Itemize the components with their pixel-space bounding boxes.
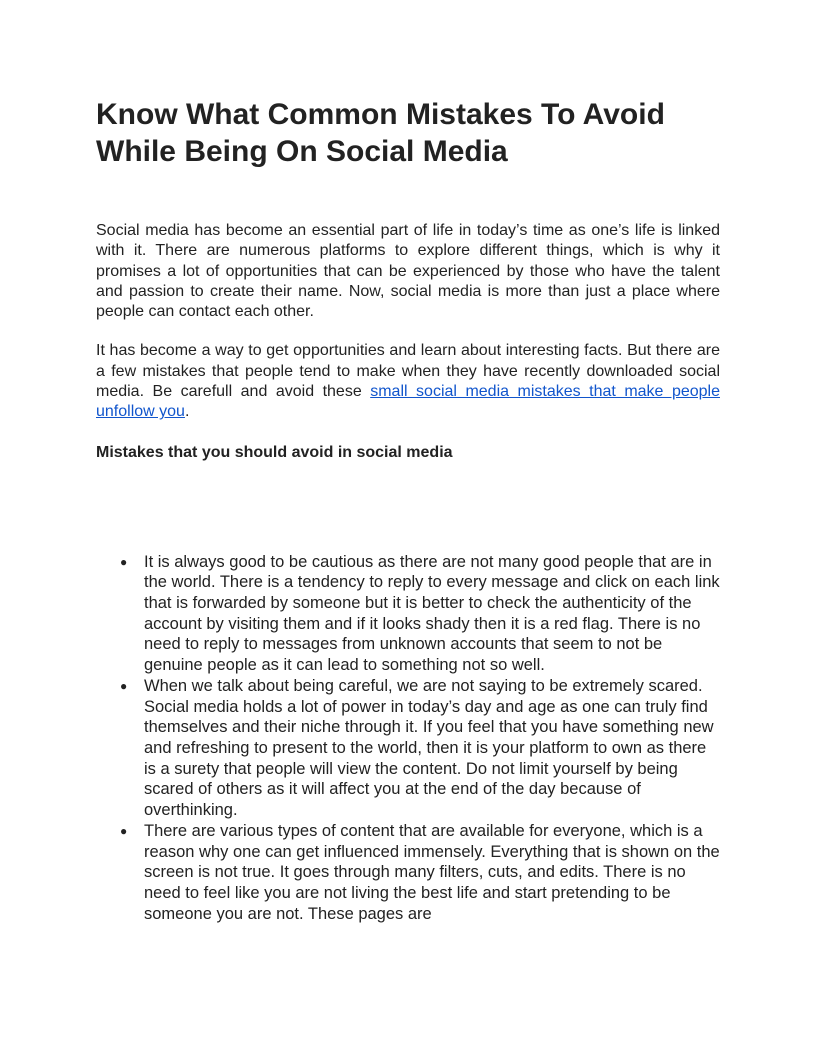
second-paragraph-end: .: [184, 403, 190, 421]
bullet-icon: ●: [120, 678, 128, 693]
mistakes-list: [96, 552, 720, 925]
section-subheading: Mistakes that you should avoid in social media: [96, 443, 453, 461]
unfollow-mistakes-link[interactable]: small social media mistakes that make people unfollow you: [96, 383, 720, 421]
list-item: [96, 821, 720, 925]
document-page: [96, 96, 720, 924]
document-title: Know What Common Mistakes To Avoid While Being On Social Media: [96, 98, 665, 168]
list-item: [96, 552, 720, 676]
bullet-icon: ●: [120, 823, 128, 838]
list-item: [96, 676, 720, 821]
second-paragraph-text: It has become a way to get opportunities and learn about interesting facts. But there are a few mistakes that people tend to make when they have recently downloaded social media. Be carefull and avoid these: [96, 342, 720, 401]
list-item-text: When we talk about being careful, we are not saying to be extremely scared. Social media holds a lot of power in today’s day and age as one can truly find themselves and their niche through it. If you feel that you have something new and refreshing to present to the world, then it is your platform to own as there is a surety that people will view the content. Do not limit yourself by being scared of others as it will affect you at the end of the day because of overthinking.: [144, 676, 714, 820]
intro-paragraph: Social media has become an essential part of life in today’s time as one’s life is linked with it. There are numerous platforms to explore different things, which is why it promises a lot of opportunities that can be experienced by those who have the talent and passion to create their name. Now, social media is more than just a place where people can contact each other.: [96, 222, 720, 321]
list-item-text: It is always good to be cautious as there are not many good people that are in the world. There is a tendency to reply to every message and click on each link that is forwarded by someone but it is better to check the authenticity of the account by visiting them and if it looks shady then it is a red flag. There is no need to reply to messages from unknown accounts that seem to not be genuine people as it can lead to something not so well.: [144, 552, 720, 675]
second-paragraph: [96, 341, 720, 422]
list-item-text: There are various types of content that are available for everyone, which is a reason why one can get influenced immensely. Everything that is shown on the screen is not true. It goes through many filters, cuts, and edits. There is no need to feel like you are not living the best life and start pretending to be someone you are not. These pages are: [144, 821, 720, 923]
bullet-icon: ●: [120, 554, 128, 569]
